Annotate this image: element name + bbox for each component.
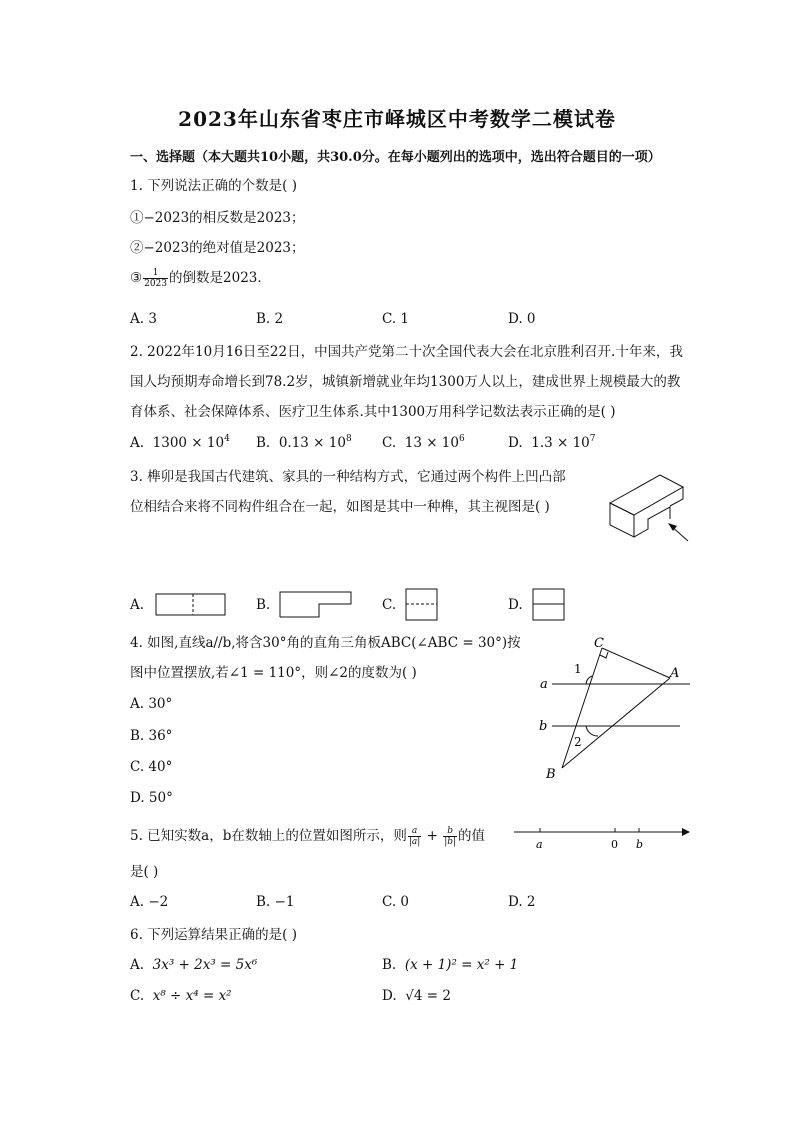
side-ca [602, 648, 670, 678]
q3-option-a-label[interactable]: A. [130, 597, 145, 613]
number-line-arrow-icon [682, 828, 690, 836]
q5-plus: + [426, 828, 438, 844]
q1-option-d[interactable]: D. 0 [508, 311, 536, 327]
side-ba [562, 678, 670, 768]
q5-fraction-2 [443, 826, 457, 847]
q1-s3-prefix: ③ [130, 270, 143, 286]
tenon-front-face [610, 503, 634, 537]
q5-f1-den: |a| [408, 837, 421, 847]
q6-option-a[interactable] [130, 957, 257, 973]
q3-option-b-figure[interactable] [279, 591, 353, 619]
q5-fraction-1 [408, 826, 421, 847]
q3-line-2: 位相结合来将不同构件组合在一起，如图是其中一种榫，其主视图是( ) [130, 499, 550, 515]
q5-option-d[interactable]: D. 2 [508, 894, 536, 910]
side-cb [562, 648, 602, 768]
label-b-point: B [546, 767, 556, 782]
q1-fraction-num: 1 [143, 268, 168, 279]
section-heading: 一、选择题（本大题共10小题，共30.0分。在每小题列出的选项中，选出符合题目的一项） [130, 150, 661, 165]
q6-option-b[interactable] [382, 957, 518, 973]
q2-option-a-exp: 4 [224, 434, 230, 444]
q3-option-d-label[interactable]: D. [508, 597, 523, 613]
q1-s3-suffix: 的倒数是2023． [169, 270, 271, 286]
view-direction-arrow-icon [668, 523, 688, 541]
q2-option-a-label: A. [130, 435, 145, 451]
q1-option-a[interactable]: A. 3 [130, 311, 157, 327]
q6-option-d-label: D. [382, 988, 397, 1004]
q1-statement-3 [130, 268, 271, 289]
q5-suffix: 的值 [458, 828, 486, 844]
q3-option-d-figure[interactable] [532, 588, 566, 622]
label-line-b: b [539, 719, 548, 734]
q2-option-d-label: D. [508, 435, 523, 451]
q5-option-c[interactable]: C. 0 [382, 894, 410, 910]
q6-option-c-expr: x⁸ ÷ x⁴ = x² [152, 988, 232, 1004]
q5-prefix: 5. 已知实数a，b在数轴上的位置如图所示，则 [130, 828, 407, 844]
label-a-point: A [670, 666, 680, 681]
q3-option-b-label[interactable]: B. [256, 597, 271, 613]
q1-statement-1: ①−2023的相反数是2023； [130, 210, 305, 226]
q2-option-b-base: 0.13 × 10 [278, 435, 346, 451]
q6-option-c-label: C. [130, 988, 145, 1004]
q5-option-a[interactable]: A. −2 [130, 894, 169, 910]
q2-option-c-label: C. [382, 435, 397, 451]
label-c: C [594, 636, 604, 651]
q6-option-a-expr: 3x³ + 2x³ = 5x⁶ [152, 957, 258, 973]
q5-line-1 [130, 826, 485, 847]
q4-option-a[interactable]: A. 30° [130, 696, 173, 712]
q2-option-d[interactable] [508, 434, 596, 451]
q4-option-d[interactable]: D. 50° [130, 790, 173, 806]
q2-option-d-base: 1.3 × 10 [531, 435, 590, 451]
q6-option-d[interactable] [382, 988, 451, 1004]
q2-line-3: 育体系、社会保障体系、医疗卫生体系.其中1300万用科学记数法表示正确的是( ) [130, 404, 616, 420]
q5-f2-den: |b| [444, 837, 457, 847]
angle-2-arc [586, 726, 598, 736]
q1-option-c[interactable]: C. 1 [382, 311, 410, 327]
label-angle-1: 1 [574, 662, 582, 676]
q2-line-1: 2. 2022年10月16日至22日，中国共产党第二十次全国代表大会在北京胜利召开.十年来，我 [130, 344, 683, 360]
number-line-figure [510, 820, 694, 854]
q6-stem: 6. 下列运算结果正确的是( ) [130, 927, 297, 943]
q3-line-1: 3. 榫卯是我国古代建筑、家具的一种结构方式，它通过两个构件上凹凸部 [130, 469, 566, 485]
q2-option-c-exp: 6 [459, 434, 465, 444]
q4-option-b[interactable]: B. 36° [130, 728, 173, 744]
q6-option-d-expr: √4 = 2 [405, 988, 451, 1004]
q2-option-a[interactable] [130, 434, 230, 451]
tenon-side-edge [670, 487, 683, 506]
q2-option-b-exp: 8 [345, 434, 352, 444]
q5-option-b[interactable]: B. −1 [256, 894, 295, 910]
q2-line-2: 国人均预期寿命增长到78.2岁，城镇新增就业年均1300万人以上，建成世界上规模最大的教 [130, 374, 681, 390]
q6-option-b-label: B. [382, 957, 397, 973]
q4-line-1: 4. 如图,直线a//b,将含30°角的直角三角板ABC(∠ABC = 30°)按 [130, 635, 521, 651]
label-angle-2: 2 [574, 735, 582, 749]
q1-fraction-den: 2023 [144, 279, 168, 289]
q6-option-c[interactable] [130, 988, 232, 1004]
q2-option-b[interactable] [256, 434, 352, 451]
label-b-value: b [636, 838, 644, 851]
page-title: 2023年山东省枣庄市峄城区中考数学二模试卷 [178, 107, 616, 131]
q5-line-2: 是( ) [130, 864, 159, 880]
q6-option-a-label: A. [130, 957, 145, 973]
q6-option-b-expr: (x + 1)² = x² + 1 [404, 957, 519, 973]
label-line-a: a [540, 677, 548, 692]
q1-stem: 1. 下列说法正确的个数是( ) [130, 178, 297, 194]
q4-option-c[interactable]: C. 40° [130, 759, 173, 775]
right-angle-mark [600, 652, 608, 658]
q2-option-a-base: 1300 × 10 [152, 435, 225, 451]
label-a-value: a [536, 838, 543, 851]
q1-statement-2: ②−2023的绝对值是2023； [130, 240, 305, 256]
q2-option-d-exp: 7 [589, 434, 596, 444]
q4-line-2: 图中位置摆放,若∠1 = 110°，则∠2的度数为( ) [130, 665, 417, 681]
tenon-3d-figure [600, 465, 700, 545]
label-zero: 0 [611, 838, 618, 851]
q5-f1-num: a [408, 826, 421, 837]
q3-option-c-label[interactable]: C. [382, 597, 397, 613]
q1-option-b[interactable]: B. 2 [256, 311, 284, 327]
triangle-parallel-lines-figure [530, 630, 700, 790]
q3-option-c-figure[interactable] [405, 588, 439, 622]
q5-f2-num: b [443, 826, 457, 837]
q2-option-c[interactable] [382, 434, 465, 451]
q2-option-b-label: B. [256, 435, 271, 451]
q1-fraction [143, 268, 168, 289]
q3-option-a-figure[interactable] [155, 593, 227, 617]
q2-option-c-base: 13 × 10 [404, 435, 459, 451]
